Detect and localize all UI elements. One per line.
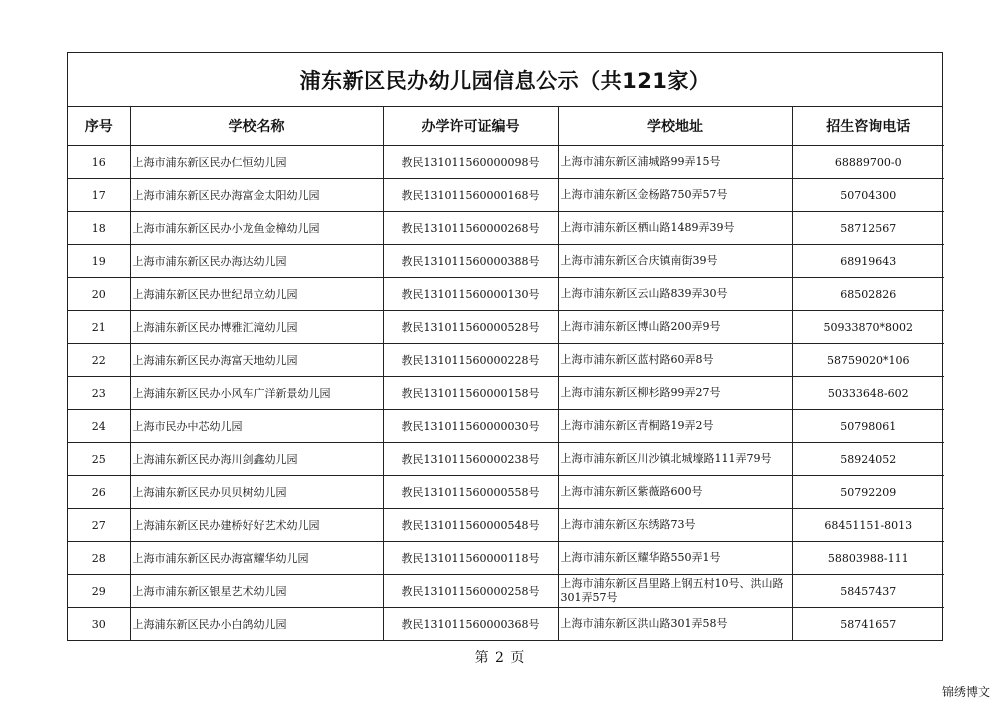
cell-seq: 21 — [68, 311, 130, 344]
cell-phone: 68451151-8013 — [792, 509, 944, 542]
cell-name: 上海市浦东新区民办海富金太阳幼儿园 — [130, 179, 383, 212]
table-row — [68, 344, 944, 377]
cell-phone: 58924052 — [792, 443, 944, 476]
header-seq: 序号 — [68, 107, 130, 146]
cell-address: 上海市浦东新区青桐路19弄2号 — [558, 410, 792, 443]
table-row — [68, 476, 944, 509]
cell-license: 教民131011560000098号 — [383, 146, 558, 179]
cell-seq: 30 — [68, 608, 130, 641]
cell-address: 上海市浦东新区云山路839弄30号 — [558, 278, 792, 311]
cell-address: 上海市浦东新区金杨路750弄57号 — [558, 179, 792, 212]
cell-seq: 16 — [68, 146, 130, 179]
cell-phone: 68889700-0 — [792, 146, 944, 179]
header-address: 学校地址 — [558, 107, 792, 146]
cell-address: 上海市浦东新区合庆镇南街39号 — [558, 245, 792, 278]
cell-license: 教民131011560000388号 — [383, 245, 558, 278]
cell-name: 上海市浦东新区民办海达幼儿园 — [130, 245, 383, 278]
cell-seq: 19 — [68, 245, 130, 278]
table-row — [68, 212, 944, 245]
cell-name: 上海浦东新区民办建桥好好艺术幼儿园 — [130, 509, 383, 542]
cell-name: 上海市浦东新区民办小龙鱼金樟幼儿园 — [130, 212, 383, 245]
cell-license: 教民131011560000168号 — [383, 179, 558, 212]
cell-license: 教民131011560000268号 — [383, 212, 558, 245]
cell-seq: 25 — [68, 443, 130, 476]
cell-phone: 58712567 — [792, 212, 944, 245]
cell-license: 教民131011560000528号 — [383, 311, 558, 344]
cell-seq: 27 — [68, 509, 130, 542]
table-row — [68, 575, 944, 608]
cell-seq: 23 — [68, 377, 130, 410]
cell-address: 上海市浦东新区蓝村路60弄8号 — [558, 344, 792, 377]
cell-address: 上海市浦东新区栖山路1489弄39号 — [558, 212, 792, 245]
cell-phone: 50933870*8002 — [792, 311, 944, 344]
cell-address: 上海市浦东新区柳杉路99弄27号 — [558, 377, 792, 410]
cell-name: 上海市浦东新区银星艺术幼儿园 — [130, 575, 383, 608]
cell-license: 教民131011560000368号 — [383, 608, 558, 641]
cell-seq: 29 — [68, 575, 130, 608]
cell-name: 上海浦东新区民办海川剑鑫幼儿园 — [130, 443, 383, 476]
cell-seq: 22 — [68, 344, 130, 377]
table-title: 浦东新区民办幼儿园信息公示（共121家） — [68, 53, 942, 107]
cell-address: 上海市浦东新区昌里路上钢五村10号、洪山路301弄57号 — [558, 575, 792, 608]
cell-phone: 68919643 — [792, 245, 944, 278]
table-row — [68, 245, 944, 278]
cell-name: 上海市浦东新区民办海富耀华幼儿园 — [130, 542, 383, 575]
cell-license: 教民131011560000030号 — [383, 410, 558, 443]
page-number: 第 2 页 — [474, 650, 526, 666]
cell-seq: 18 — [68, 212, 130, 245]
cell-license: 教民131011560000118号 — [383, 542, 558, 575]
cell-name: 上海浦东新区民办博雅汇滝幼儿园 — [130, 311, 383, 344]
table-row — [68, 410, 944, 443]
cell-phone: 58759020*106 — [792, 344, 944, 377]
table-row — [68, 146, 944, 179]
cell-phone: 58803988-111 — [792, 542, 944, 575]
header-license: 办学许可证编号 — [383, 107, 558, 146]
cell-phone: 50798061 — [792, 410, 944, 443]
header-name: 学校名称 — [130, 107, 383, 146]
cell-address: 上海市浦东新区紫薇路600号 — [558, 476, 792, 509]
cell-name: 上海浦东新区民办海富天地幼儿园 — [130, 344, 383, 377]
info-table-sheet — [67, 52, 943, 641]
cell-license: 教民131011560000558号 — [383, 476, 558, 509]
cell-name: 上海市浦东新区民办仁恒幼儿园 — [130, 146, 383, 179]
cell-name: 上海浦东新区民办世纪昂立幼儿园 — [130, 278, 383, 311]
cell-address: 上海市浦东新区耀华路550弄1号 — [558, 542, 792, 575]
table-row — [68, 179, 944, 212]
cell-address: 上海市浦东新区川沙镇北城壕路111弄79号 — [558, 443, 792, 476]
cell-phone: 68502826 — [792, 278, 944, 311]
cell-seq: 17 — [68, 179, 130, 212]
cell-name: 上海浦东新区民办小白鸽幼儿园 — [130, 608, 383, 641]
table-row — [68, 608, 944, 641]
cell-address: 上海市浦东新区东绣路73号 — [558, 509, 792, 542]
cell-phone: 58457437 — [792, 575, 944, 608]
table-row — [68, 311, 944, 344]
cell-address: 上海市浦东新区洪山路301弄58号 — [558, 608, 792, 641]
cell-name: 上海市民办中芯幼儿园 — [130, 410, 383, 443]
table-row — [68, 443, 944, 476]
cell-seq: 20 — [68, 278, 130, 311]
table-row — [68, 542, 944, 575]
cell-license: 教民131011560000158号 — [383, 377, 558, 410]
header-phone: 招生咨询电话 — [792, 107, 944, 146]
table-row — [68, 278, 944, 311]
cell-address: 上海市浦东新区浦城路99弄15号 — [558, 146, 792, 179]
cell-phone: 50704300 — [792, 179, 944, 212]
cell-phone: 50792209 — [792, 476, 944, 509]
cell-phone: 50333648-602 — [792, 377, 944, 410]
cell-name: 上海浦东新区民办贝贝树幼儿园 — [130, 476, 383, 509]
cell-license: 教民131011560000258号 — [383, 575, 558, 608]
cell-seq: 28 — [68, 542, 130, 575]
kindergarten-table — [68, 107, 944, 640]
table-row — [68, 509, 944, 542]
cell-name: 上海浦东新区民办小风车广洋新景幼儿园 — [130, 377, 383, 410]
cell-license: 教民131011560000548号 — [383, 509, 558, 542]
cell-seq: 26 — [68, 476, 130, 509]
cell-license: 教民131011560000238号 — [383, 443, 558, 476]
cell-seq: 24 — [68, 410, 130, 443]
cell-license: 教民131011560000228号 — [383, 344, 558, 377]
cell-address: 上海市浦东新区博山路200弄9号 — [558, 311, 792, 344]
watermark-text: 锦绣博文 — [941, 685, 990, 699]
cell-license: 教民131011560000130号 — [383, 278, 558, 311]
cell-phone: 58741657 — [792, 608, 944, 641]
header-row — [68, 107, 944, 146]
table-row — [68, 377, 944, 410]
